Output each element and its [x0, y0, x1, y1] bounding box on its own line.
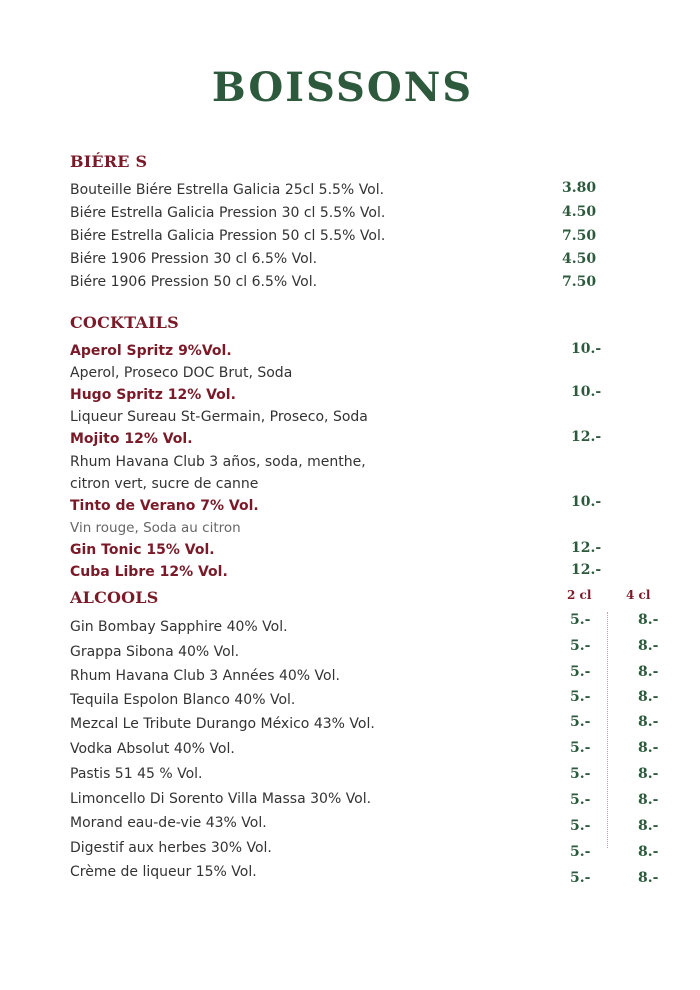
- cocktail-name: Mojito 12% Vol.: [70, 431, 193, 447]
- alcool-price-4cl: 8.-: [638, 638, 659, 654]
- cocktail-description: Aperol, Proseco DOC Brut, Soda: [70, 365, 293, 381]
- cocktail-name: Gin Tonic 15% Vol.: [70, 542, 215, 558]
- alcool-item-name: Tequila Espolon Blanco 40% Vol.: [70, 692, 296, 708]
- cocktail-name: Aperol Spritz 9%Vol.: [70, 343, 232, 359]
- beer-item-name: Biére 1906 Pression 50 cl 6.5% Vol.: [70, 274, 318, 290]
- beer-item-name: Biére Estrella Galicia Pression 50 cl 5.5% Vol.: [70, 228, 386, 244]
- alcool-price-2cl: 5.-: [570, 844, 591, 860]
- beer-item-price: 3.80: [562, 180, 597, 196]
- cocktail-price: 10.-: [571, 494, 602, 510]
- column-divider: [607, 612, 608, 848]
- alcool-price-4cl: 8.-: [638, 818, 659, 834]
- alcool-price-4cl: 8.-: [638, 714, 659, 730]
- cocktail-price: 10.-: [571, 384, 602, 400]
- alcool-price-4cl: 8.-: [638, 792, 659, 808]
- column-header-2cl: 2 cl: [567, 588, 592, 602]
- cocktail-description: Liqueur Sureau St-Germain, Proseco, Soda: [70, 409, 368, 425]
- beer-item-price: 7.50: [562, 228, 597, 244]
- alcool-price-2cl: 5.-: [570, 766, 591, 782]
- alcool-price-2cl: 5.-: [570, 818, 591, 834]
- cocktail-name: Hugo Spritz 12% Vol.: [70, 387, 236, 403]
- alcool-price-4cl: 8.-: [638, 664, 659, 680]
- alcool-price-2cl: 5.-: [570, 870, 591, 886]
- alcool-item-name: Morand eau-de-vie 43% Vol.: [70, 815, 267, 831]
- alcool-item-name: Pastis 51 45 % Vol.: [70, 766, 203, 782]
- alcool-price-2cl: 5.-: [570, 714, 591, 730]
- cocktail-price: 10.-: [571, 341, 602, 357]
- section-heading-cocktails: COCKTAILS: [70, 313, 179, 332]
- alcool-item-name: Gin Bombay Sapphire 40% Vol.: [70, 619, 288, 635]
- alcool-item-name: Mezcal Le Tribute Durango México 43% Vol.: [70, 716, 375, 732]
- beer-item-price: 4.50: [562, 251, 597, 267]
- alcool-price-2cl: 5.-: [570, 740, 591, 756]
- cocktail-description: Vin rouge, Soda au citron: [70, 520, 241, 536]
- beer-item-name: Biére Estrella Galicia Pression 30 cl 5.5% Vol.: [70, 205, 386, 221]
- column-header-4cl: 4 cl: [626, 588, 651, 602]
- alcool-price-2cl: 5.-: [570, 638, 591, 654]
- alcool-price-4cl: 8.-: [638, 844, 659, 860]
- beer-item-name: Bouteille Biére Estrella Galicia 25cl 5.5% Vol.: [70, 182, 385, 198]
- alcool-price-4cl: 8.-: [638, 689, 659, 705]
- alcool-price-2cl: 5.-: [570, 689, 591, 705]
- beer-item-price: 7.50: [562, 274, 597, 290]
- alcool-item-name: Limoncello Di Sorento Villa Massa 30% Vol.: [70, 791, 372, 807]
- alcool-item-name: Rhum Havana Club 3 Années 40% Vol.: [70, 668, 340, 684]
- cocktail-price: 12.-: [571, 540, 602, 556]
- alcool-price-4cl: 8.-: [638, 870, 659, 886]
- cocktail-description: citron vert, sucre de canne: [70, 476, 259, 492]
- alcool-price-2cl: 5.-: [570, 612, 591, 628]
- alcool-price-2cl: 5.-: [570, 664, 591, 680]
- section-heading-alcools: ALCOOLS: [70, 588, 159, 607]
- section-heading-bieres: BIÉRE S: [70, 152, 148, 171]
- cocktail-description: Rhum Havana Club 3 años, soda, menthe,: [70, 454, 366, 470]
- beer-item-name: Biére 1906 Pression 30 cl 6.5% Vol.: [70, 251, 318, 267]
- cocktail-name: Cuba Libre 12% Vol.: [70, 564, 228, 580]
- cocktail-name: Tinto de Verano 7% Vol.: [70, 498, 259, 514]
- alcool-price-4cl: 8.-: [638, 740, 659, 756]
- alcool-item-name: Grappa Sibona 40% Vol.: [70, 644, 240, 660]
- alcool-price-2cl: 5.-: [570, 792, 591, 808]
- cocktail-price: 12.-: [571, 562, 602, 578]
- page-title: BOISSONS: [211, 64, 474, 111]
- alcool-item-name: Vodka Absolut 40% Vol.: [70, 741, 235, 757]
- alcool-item-name: Crème de liqueur 15% Vol.: [70, 864, 257, 880]
- alcool-item-name: Digestif aux herbes 30% Vol.: [70, 840, 272, 856]
- alcool-price-4cl: 8.-: [638, 612, 659, 628]
- cocktail-price: 12.-: [571, 429, 602, 445]
- alcool-price-4cl: 8.-: [638, 766, 659, 782]
- beer-item-price: 4.50: [562, 204, 597, 220]
